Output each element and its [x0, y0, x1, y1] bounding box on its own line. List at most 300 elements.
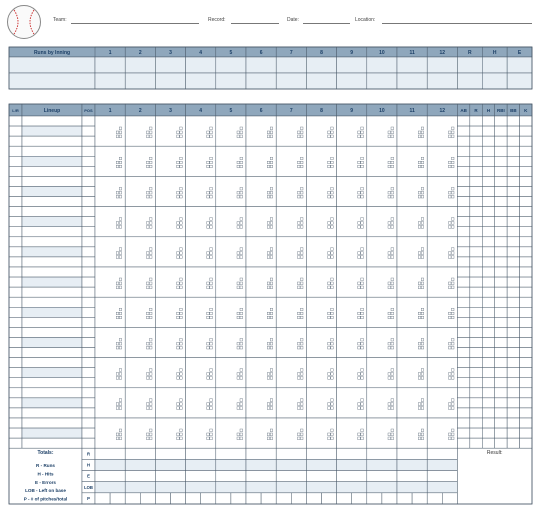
pitch-box[interactable] [180, 316, 183, 319]
pitch-box[interactable] [361, 127, 364, 130]
totals-cell[interactable] [397, 459, 427, 470]
pitch-box[interactable] [116, 403, 119, 406]
pitch-box[interactable] [297, 316, 300, 319]
pitch-box[interactable] [391, 338, 394, 341]
stat-cell[interactable] [520, 186, 532, 196]
pitch-box[interactable] [361, 226, 364, 229]
stat-cell[interactable] [457, 337, 469, 347]
lineup-pos-cell[interactable] [82, 317, 95, 327]
runs-score-cell[interactable] [337, 57, 367, 73]
pitch-box[interactable] [448, 437, 451, 440]
pitch-box[interactable] [146, 161, 149, 164]
pitch-box[interactable] [237, 252, 240, 255]
pitch-box[interactable] [331, 157, 334, 160]
runs-total-cell[interactable] [482, 57, 507, 73]
pitch-box[interactable] [237, 342, 240, 345]
totals-cell[interactable] [427, 459, 457, 470]
pitch-box[interactable] [331, 433, 334, 436]
pitch-box[interactable] [240, 222, 243, 225]
lineup-name-cell[interactable] [22, 116, 82, 126]
pitch-box[interactable] [119, 161, 122, 164]
pitch-box[interactable] [358, 407, 361, 410]
pitch-box[interactable] [207, 312, 210, 315]
lineup-pos-cell[interactable] [82, 327, 95, 337]
pitch-box[interactable] [300, 377, 303, 380]
stat-cell[interactable] [507, 267, 519, 277]
pitch-box[interactable] [210, 433, 213, 436]
pitch-box[interactable] [358, 195, 361, 198]
stat-cell[interactable] [470, 207, 482, 217]
pitch-box[interactable] [267, 222, 270, 225]
pitch-box[interactable] [361, 161, 364, 164]
lineup-name-cell[interactable] [22, 388, 82, 398]
pitch-box[interactable] [300, 433, 303, 436]
pitch-box[interactable] [180, 403, 183, 406]
pitch-box[interactable] [418, 282, 421, 285]
pitch-box[interactable] [358, 286, 361, 289]
runs-score-cell[interactable] [216, 57, 246, 73]
stat-cell[interactable] [495, 287, 507, 297]
pitch-box[interactable] [207, 433, 210, 436]
pitch-box[interactable] [116, 226, 119, 229]
totals-cell[interactable] [427, 471, 457, 482]
pitch-box[interactable] [146, 407, 149, 410]
pitch-box[interactable] [328, 135, 331, 138]
stat-cell[interactable] [507, 247, 519, 257]
pitch-box[interactable] [210, 187, 213, 190]
runs-total-cell[interactable] [482, 73, 507, 89]
totals-cell[interactable] [155, 471, 185, 482]
lineup-pos-cell[interactable] [82, 438, 95, 448]
runs-score-cell[interactable] [125, 73, 155, 89]
pitch-box[interactable] [210, 338, 213, 341]
pitch-box[interactable] [119, 187, 122, 190]
stat-cell[interactable] [482, 267, 494, 277]
pitch-box[interactable] [267, 346, 270, 349]
stat-cell[interactable] [482, 348, 494, 358]
pitch-box[interactable] [240, 256, 243, 259]
lineup-lr-cell[interactable] [9, 166, 22, 176]
stat-cell[interactable] [520, 227, 532, 237]
stat-cell[interactable] [495, 217, 507, 227]
pitch-box[interactable] [240, 346, 243, 349]
pitch-box[interactable] [210, 135, 213, 138]
pitch-box[interactable] [240, 165, 243, 168]
pitch-box[interactable] [388, 286, 391, 289]
pitch-box[interactable] [331, 377, 334, 380]
lineup-pos-cell[interactable] [82, 116, 95, 126]
pitch-box[interactable] [388, 195, 391, 198]
stat-cell[interactable] [520, 156, 532, 166]
pitch-box[interactable] [331, 161, 334, 164]
pitch-box[interactable] [331, 252, 334, 255]
lineup-pos-cell[interactable] [82, 126, 95, 136]
pitch-box[interactable] [210, 165, 213, 168]
pitch-box[interactable] [451, 407, 454, 410]
lineup-name-cell[interactable] [22, 217, 82, 227]
pitch-box[interactable] [240, 195, 243, 198]
pitch-box[interactable] [388, 222, 391, 225]
pitch-box[interactable] [391, 403, 394, 406]
pitch-box[interactable] [361, 282, 364, 285]
pitch-box[interactable] [358, 165, 361, 168]
pitch-box[interactable] [116, 377, 119, 380]
pitch-box[interactable] [210, 195, 213, 198]
pitch-box[interactable] [391, 312, 394, 315]
lineup-pos-cell[interactable] [82, 408, 95, 418]
pitch-box[interactable] [388, 161, 391, 164]
pitch-box[interactable] [119, 286, 122, 289]
pitch-box[interactable] [240, 157, 243, 160]
pitch-box[interactable] [451, 252, 454, 255]
pitch-box[interactable] [421, 373, 424, 376]
pitch-box[interactable] [146, 373, 149, 376]
stat-cell[interactable] [520, 378, 532, 388]
pitch-box[interactable] [116, 286, 119, 289]
pitch-box[interactable] [391, 187, 394, 190]
totals-cell[interactable] [246, 459, 276, 470]
lineup-name-cell[interactable] [22, 337, 82, 347]
stat-cell[interactable] [520, 146, 532, 156]
pitch-box[interactable] [358, 282, 361, 285]
pitch-box[interactable] [207, 195, 210, 198]
lineup-pos-cell[interactable] [82, 166, 95, 176]
runs-score-cell[interactable] [337, 73, 367, 89]
pitch-box[interactable] [328, 403, 331, 406]
stat-cell[interactable] [470, 317, 482, 327]
pitch-box[interactable] [448, 135, 451, 138]
lineup-lr-cell[interactable] [9, 438, 22, 448]
pitch-box[interactable] [237, 226, 240, 229]
pitch-box[interactable] [331, 218, 334, 221]
pitch-box[interactable] [297, 433, 300, 436]
lineup-lr-cell[interactable] [9, 398, 22, 408]
pitch-box[interactable] [149, 252, 152, 255]
pitch-box[interactable] [331, 399, 334, 402]
pitch-box[interactable] [180, 282, 183, 285]
totals-cell[interactable] [155, 482, 185, 493]
pitch-box[interactable] [210, 437, 213, 440]
pitch-box[interactable] [328, 437, 331, 440]
lineup-name-cell[interactable] [22, 146, 82, 156]
runs-score-cell[interactable] [306, 57, 336, 73]
pitch-box[interactable] [270, 429, 273, 432]
totals-cell[interactable] [125, 471, 155, 482]
stat-cell[interactable] [507, 166, 519, 176]
stat-cell[interactable] [470, 176, 482, 186]
lineup-pos-cell[interactable] [82, 287, 95, 297]
pitch-box[interactable] [451, 373, 454, 376]
stat-cell[interactable] [495, 398, 507, 408]
stat-cell[interactable] [507, 136, 519, 146]
pitch-box[interactable] [391, 346, 394, 349]
pitch-box[interactable] [297, 131, 300, 134]
lineup-name-cell[interactable] [22, 368, 82, 378]
pitch-box[interactable] [210, 346, 213, 349]
pitch-box[interactable] [297, 165, 300, 168]
pitch-box[interactable] [116, 437, 119, 440]
stat-cell[interactable] [520, 337, 532, 347]
pitch-box[interactable] [177, 131, 180, 134]
pitch-box[interactable] [421, 248, 424, 251]
pitch-box[interactable] [177, 286, 180, 289]
pitch-box[interactable] [331, 403, 334, 406]
pitch-box[interactable] [300, 127, 303, 130]
totals-cell[interactable] [216, 482, 246, 493]
lineup-pos-cell[interactable] [82, 186, 95, 196]
totals-pitch-total-cell[interactable] [110, 493, 125, 504]
pitch-box[interactable] [270, 248, 273, 251]
pitch-box[interactable] [300, 131, 303, 134]
pitch-box[interactable] [210, 403, 213, 406]
stat-cell[interactable] [457, 237, 469, 247]
pitch-box[interactable] [180, 135, 183, 138]
pitch-box[interactable] [240, 248, 243, 251]
pitch-box[interactable] [358, 346, 361, 349]
pitch-box[interactable] [421, 316, 424, 319]
pitch-box[interactable] [177, 377, 180, 380]
pitch-box[interactable] [361, 403, 364, 406]
pitch-box[interactable] [177, 191, 180, 194]
pitch-box[interactable] [270, 342, 273, 345]
stat-cell[interactable] [457, 156, 469, 166]
totals-cell[interactable] [367, 448, 397, 459]
pitch-box[interactable] [391, 373, 394, 376]
pitch-box[interactable] [210, 252, 213, 255]
runs-score-cell[interactable] [367, 57, 397, 73]
pitch-box[interactable] [331, 131, 334, 134]
pitch-box[interactable] [391, 256, 394, 259]
stat-cell[interactable] [520, 176, 532, 186]
lineup-pos-cell[interactable] [82, 378, 95, 388]
pitch-box[interactable] [451, 369, 454, 372]
stat-cell[interactable] [470, 327, 482, 337]
totals-cell[interactable] [367, 471, 397, 482]
lineup-name-cell[interactable] [22, 166, 82, 176]
pitch-box[interactable] [270, 403, 273, 406]
pitch-box[interactable] [297, 282, 300, 285]
pitch-box[interactable] [180, 165, 183, 168]
totals-pitch-total-cell[interactable] [322, 493, 337, 504]
pitch-box[interactable] [451, 256, 454, 259]
stat-cell[interactable] [507, 176, 519, 186]
lineup-name-cell[interactable] [22, 418, 82, 428]
stat-cell[interactable] [482, 227, 494, 237]
pitch-box[interactable] [267, 403, 270, 406]
pitch-box[interactable] [331, 346, 334, 349]
runs-total-cell[interactable] [457, 73, 482, 89]
stat-cell[interactable] [457, 227, 469, 237]
pitch-box[interactable] [418, 256, 421, 259]
pitch-box[interactable] [116, 342, 119, 345]
pitch-box[interactable] [391, 316, 394, 319]
pitch-box[interactable] [146, 135, 149, 138]
pitch-box[interactable] [119, 429, 122, 432]
totals-cell[interactable] [306, 482, 336, 493]
runs-total-cell[interactable] [507, 57, 532, 73]
lineup-pos-cell[interactable] [82, 297, 95, 307]
pitch-box[interactable] [207, 222, 210, 225]
lineup-lr-cell[interactable] [9, 136, 22, 146]
totals-cell[interactable] [186, 459, 216, 470]
stat-cell[interactable] [495, 257, 507, 267]
pitch-box[interactable] [149, 127, 152, 130]
stat-cell[interactable] [470, 146, 482, 156]
pitch-box[interactable] [388, 373, 391, 376]
stat-cell[interactable] [495, 116, 507, 126]
stat-cell[interactable] [457, 197, 469, 207]
pitch-box[interactable] [267, 316, 270, 319]
pitch-box[interactable] [358, 433, 361, 436]
pitch-box[interactable] [328, 316, 331, 319]
pitch-box[interactable] [331, 373, 334, 376]
pitch-box[interactable] [331, 407, 334, 410]
stat-cell[interactable] [495, 146, 507, 156]
pitch-box[interactable] [180, 161, 183, 164]
pitch-box[interactable] [331, 282, 334, 285]
stat-cell[interactable] [495, 207, 507, 217]
pitch-box[interactable] [207, 135, 210, 138]
stat-cell[interactable] [482, 116, 494, 126]
pitch-box[interactable] [451, 278, 454, 281]
stat-cell[interactable] [507, 368, 519, 378]
pitch-box[interactable] [388, 312, 391, 315]
stat-cell[interactable] [482, 438, 494, 448]
pitch-box[interactable] [361, 316, 364, 319]
pitch-box[interactable] [358, 403, 361, 406]
pitch-box[interactable] [177, 312, 180, 315]
stat-cell[interactable] [507, 197, 519, 207]
pitch-box[interactable] [240, 282, 243, 285]
lineup-pos-cell[interactable] [82, 237, 95, 247]
pitch-box[interactable] [361, 433, 364, 436]
pitch-box[interactable] [149, 286, 152, 289]
pitch-box[interactable] [210, 342, 213, 345]
stat-cell[interactable] [520, 166, 532, 176]
pitch-box[interactable] [207, 131, 210, 134]
pitch-box[interactable] [328, 222, 331, 225]
pitch-box[interactable] [177, 316, 180, 319]
pitch-box[interactable] [388, 346, 391, 349]
pitch-box[interactable] [116, 346, 119, 349]
totals-cell[interactable] [306, 471, 336, 482]
pitch-box[interactable] [210, 429, 213, 432]
pitch-box[interactable] [207, 226, 210, 229]
pitch-box[interactable] [180, 286, 183, 289]
totals-pitch-total-cell[interactable] [291, 493, 306, 504]
pitch-box[interactable] [210, 373, 213, 376]
pitch-box[interactable] [240, 312, 243, 315]
pitch-box[interactable] [270, 252, 273, 255]
pitch-box[interactable] [328, 282, 331, 285]
pitch-box[interactable] [418, 403, 421, 406]
pitch-box[interactable] [149, 157, 152, 160]
stat-cell[interactable] [457, 166, 469, 176]
pitch-box[interactable] [451, 165, 454, 168]
totals-cell[interactable] [427, 482, 457, 493]
pitch-box[interactable] [237, 131, 240, 134]
pitch-box[interactable] [146, 256, 149, 259]
stat-cell[interactable] [457, 388, 469, 398]
pitch-box[interactable] [146, 131, 149, 134]
totals-pitch-cell[interactable] [397, 493, 412, 504]
stat-cell[interactable] [520, 277, 532, 287]
pitch-box[interactable] [300, 157, 303, 160]
lineup-pos-cell[interactable] [82, 156, 95, 166]
pitch-box[interactable] [331, 316, 334, 319]
pitch-box[interactable] [391, 248, 394, 251]
stat-cell[interactable] [495, 428, 507, 438]
stat-cell[interactable] [495, 297, 507, 307]
pitch-box[interactable] [267, 286, 270, 289]
pitch-box[interactable] [421, 433, 424, 436]
stat-cell[interactable] [507, 126, 519, 136]
pitch-box[interactable] [358, 135, 361, 138]
stat-cell[interactable] [495, 237, 507, 247]
pitch-box[interactable] [451, 338, 454, 341]
pitch-box[interactable] [267, 373, 270, 376]
pitch-box[interactable] [177, 282, 180, 285]
stat-cell[interactable] [520, 257, 532, 267]
pitch-box[interactable] [361, 222, 364, 225]
pitch-box[interactable] [210, 312, 213, 315]
pitch-box[interactable] [358, 377, 361, 380]
pitch-box[interactable] [451, 127, 454, 130]
pitch-box[interactable] [119, 338, 122, 341]
pitch-box[interactable] [300, 346, 303, 349]
pitch-box[interactable] [391, 308, 394, 311]
pitch-box[interactable] [328, 226, 331, 229]
pitch-box[interactable] [270, 338, 273, 341]
stat-cell[interactable] [457, 247, 469, 257]
stat-cell[interactable] [482, 408, 494, 418]
pitch-box[interactable] [421, 195, 424, 198]
pitch-box[interactable] [270, 256, 273, 259]
pitch-box[interactable] [149, 429, 152, 432]
lineup-lr-cell[interactable] [9, 237, 22, 247]
runs-team-cell[interactable] [9, 73, 95, 89]
pitch-box[interactable] [297, 226, 300, 229]
pitch-box[interactable] [210, 377, 213, 380]
pitch-box[interactable] [448, 407, 451, 410]
pitch-box[interactable] [328, 256, 331, 259]
stat-cell[interactable] [507, 317, 519, 327]
pitch-box[interactable] [361, 252, 364, 255]
totals-cell[interactable] [155, 448, 185, 459]
stat-cell[interactable] [507, 146, 519, 156]
stat-cell[interactable] [507, 257, 519, 267]
pitch-box[interactable] [391, 433, 394, 436]
pitch-box[interactable] [116, 373, 119, 376]
stat-cell[interactable] [482, 388, 494, 398]
totals-cell[interactable] [337, 482, 367, 493]
stat-cell[interactable] [507, 337, 519, 347]
pitch-box[interactable] [300, 407, 303, 410]
stat-cell[interactable] [482, 297, 494, 307]
pitch-box[interactable] [267, 256, 270, 259]
pitch-box[interactable] [180, 373, 183, 376]
pitch-box[interactable] [297, 373, 300, 376]
totals-pitch-total-cell[interactable] [382, 493, 397, 504]
stat-cell[interactable] [507, 428, 519, 438]
pitch-box[interactable] [237, 282, 240, 285]
stat-cell[interactable] [495, 277, 507, 287]
pitch-box[interactable] [358, 191, 361, 194]
pitch-box[interactable] [180, 127, 183, 130]
stat-cell[interactable] [495, 317, 507, 327]
pitch-box[interactable] [421, 252, 424, 255]
pitch-box[interactable] [388, 135, 391, 138]
